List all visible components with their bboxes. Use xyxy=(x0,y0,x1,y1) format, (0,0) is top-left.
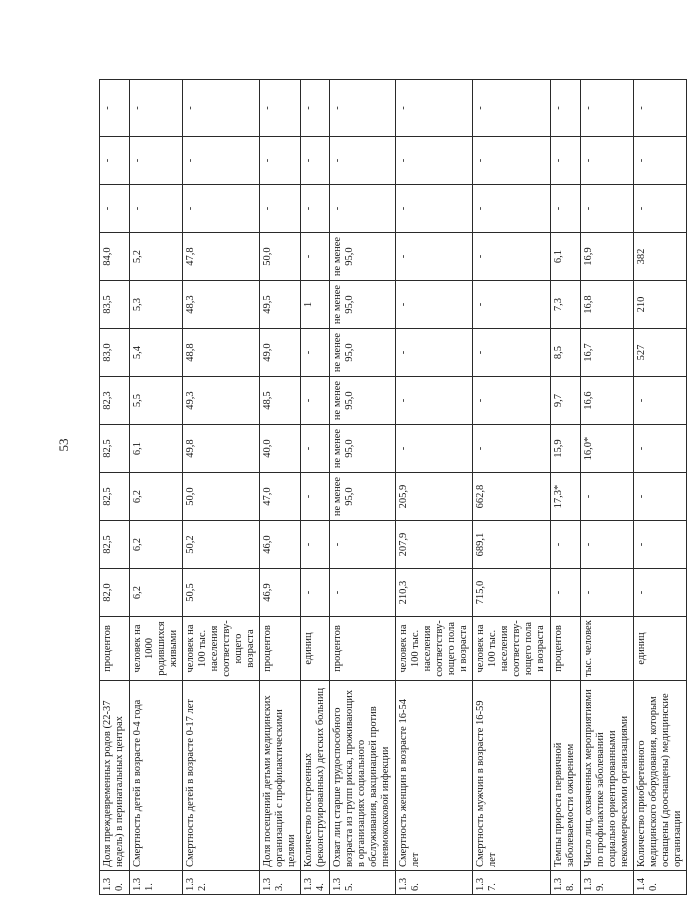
value-cell: 689,1 xyxy=(473,521,551,569)
value-cell: 210 xyxy=(634,281,687,329)
value-cell: - xyxy=(301,473,330,521)
row-number: 1.34. xyxy=(301,871,330,895)
value-cell: 50,5 xyxy=(183,569,260,617)
value-cell: - xyxy=(396,329,473,377)
row-number: 1.37. xyxy=(473,871,551,895)
row-number: 1.33. xyxy=(260,871,301,895)
table-row xyxy=(473,80,551,895)
value-cell: 16,7 xyxy=(581,329,634,377)
value-cell: - xyxy=(130,137,183,185)
value-cell: 16,8 xyxy=(581,281,634,329)
value-cell: - xyxy=(634,185,687,233)
unit-cell: человек на 100 тыс. населения соответству-ющего возраста xyxy=(183,617,260,681)
value-cell: - xyxy=(551,80,581,137)
row-number: 1.39. xyxy=(581,871,634,895)
value-cell: 48,8 xyxy=(183,329,260,377)
value-cell: - xyxy=(301,425,330,473)
value-cell: - xyxy=(551,137,581,185)
value-cell: - xyxy=(301,569,330,617)
value-cell: не менее 95,0 xyxy=(330,425,396,473)
value-cell: - xyxy=(100,137,130,185)
value-cell: - xyxy=(330,80,396,137)
value-cell: - xyxy=(634,569,687,617)
unit-cell: человек на 100 тыс. населения соответству-ющего пола и возраста xyxy=(473,617,551,681)
value-cell: 210,3 xyxy=(396,569,473,617)
value-cell: 6,2 xyxy=(130,473,183,521)
row-number: 1.31. xyxy=(130,871,183,895)
unit-cell: процентов xyxy=(100,617,130,681)
value-cell: 49,0 xyxy=(260,329,301,377)
value-cell: 82,5 xyxy=(100,425,130,473)
value-cell: 662,8 xyxy=(473,473,551,521)
value-cell: 6,2 xyxy=(130,569,183,617)
table-row xyxy=(100,80,130,895)
value-cell: - xyxy=(634,521,687,569)
table-row xyxy=(260,80,301,895)
value-cell: - xyxy=(634,137,687,185)
value-cell: 382 xyxy=(634,233,687,281)
value-cell: 82,5 xyxy=(100,521,130,569)
value-cell: 5,4 xyxy=(130,329,183,377)
table-row xyxy=(301,80,330,895)
value-cell: - xyxy=(551,569,581,617)
value-cell: 715,0 xyxy=(473,569,551,617)
value-cell: - xyxy=(396,137,473,185)
value-cell: 8,5 xyxy=(551,329,581,377)
indicator-name: Доля посещений детьми медицинских организаций с профилактическими целями xyxy=(260,681,301,871)
value-cell: 5,5 xyxy=(130,377,183,425)
indicator-name: Количество приобретенного медицинского оборудования, которым оснащены (дооснащены) медицинские организации xyxy=(634,681,687,871)
table-row xyxy=(396,80,473,895)
value-cell: - xyxy=(301,137,330,185)
value-cell: 1 xyxy=(301,281,330,329)
value-cell: не менее 95,0 xyxy=(330,329,396,377)
value-cell: - xyxy=(473,233,551,281)
value-cell: - xyxy=(581,80,634,137)
value-cell: 207,9 xyxy=(396,521,473,569)
value-cell: - xyxy=(130,80,183,137)
value-cell: 46,9 xyxy=(260,569,301,617)
value-cell: - xyxy=(551,521,581,569)
table-row xyxy=(551,80,581,895)
value-cell: - xyxy=(396,185,473,233)
row-number: 1.36. xyxy=(396,871,473,895)
table-row xyxy=(130,80,183,895)
value-cell: - xyxy=(581,521,634,569)
indicator-name: Смертность детей в возрасте 0-17 лет xyxy=(183,681,260,871)
value-cell: 49,5 xyxy=(260,281,301,329)
value-cell: 6,2 xyxy=(130,521,183,569)
value-cell: 49,8 xyxy=(183,425,260,473)
value-cell: - xyxy=(634,473,687,521)
rotated-table-container xyxy=(99,80,683,895)
unit-cell: человек на 100 тыс. населения соответству-ющего пола и возраста xyxy=(396,617,473,681)
value-cell: - xyxy=(330,569,396,617)
value-cell: - xyxy=(473,377,551,425)
value-cell: - xyxy=(301,521,330,569)
value-cell: 47,0 xyxy=(260,473,301,521)
value-cell: 48,3 xyxy=(183,281,260,329)
unit-cell: процентов xyxy=(551,617,581,681)
row-number: 1.30. xyxy=(100,871,130,895)
value-cell: - xyxy=(260,80,301,137)
value-cell: 40,0 xyxy=(260,425,301,473)
value-cell: 83,0 xyxy=(100,329,130,377)
unit-cell: процентов xyxy=(330,617,396,681)
table-row xyxy=(183,80,260,895)
value-cell: - xyxy=(581,137,634,185)
value-cell: 17,3* xyxy=(551,473,581,521)
table-row xyxy=(581,80,634,895)
value-cell: 9,7 xyxy=(551,377,581,425)
value-cell: - xyxy=(130,185,183,233)
table-row xyxy=(634,80,687,895)
value-cell: - xyxy=(330,185,396,233)
indicators-table xyxy=(99,79,687,895)
value-cell: - xyxy=(634,377,687,425)
indicator-name: Охват лиц старше трудоспособного возраста из групп риска, проживающих в организациях социального обслуживания, вакцинацией против пневмококковой инфекции xyxy=(330,681,396,871)
value-cell: 83,5 xyxy=(100,281,130,329)
indicator-name: Доля преждевременных родов (22-37 недель) в перинатальных центрах xyxy=(100,681,130,871)
value-cell: 84,0 xyxy=(100,233,130,281)
value-cell: - xyxy=(473,80,551,137)
row-number: 1.35. xyxy=(330,871,396,895)
value-cell: - xyxy=(581,185,634,233)
value-cell: - xyxy=(473,329,551,377)
value-cell: - xyxy=(100,80,130,137)
unit-cell: единиц xyxy=(634,617,687,681)
value-cell: 47,8 xyxy=(183,233,260,281)
value-cell: - xyxy=(581,473,634,521)
value-cell: не менее 95,0 xyxy=(330,473,396,521)
unit-cell: тыс. человек xyxy=(581,617,634,681)
value-cell: - xyxy=(396,80,473,137)
unit-cell: человек на 1000 родившихся живыми xyxy=(130,617,183,681)
value-cell: - xyxy=(551,185,581,233)
value-cell: - xyxy=(260,185,301,233)
value-cell: 16,9 xyxy=(581,233,634,281)
value-cell: - xyxy=(183,80,260,137)
value-cell: - xyxy=(634,425,687,473)
value-cell: не менее 95,0 xyxy=(330,281,396,329)
row-number: 1.32. xyxy=(183,871,260,895)
value-cell: 82,5 xyxy=(100,473,130,521)
value-cell: 46,0 xyxy=(260,521,301,569)
row-number: 1.40. xyxy=(634,871,687,895)
indicator-name: Число лиц, охваченных мероприятиями по профилактике заболеваний социально ориентированными некоммерческими организациями xyxy=(581,681,634,871)
value-cell: 6,1 xyxy=(551,233,581,281)
value-cell: 527 xyxy=(634,329,687,377)
indicator-name: Темпы прироста первичной заболеваемости ожирением xyxy=(551,681,581,871)
value-cell: 16,6 xyxy=(581,377,634,425)
value-cell: - xyxy=(473,281,551,329)
value-cell: - xyxy=(301,377,330,425)
value-cell: 82,0 xyxy=(100,569,130,617)
value-cell: - xyxy=(183,137,260,185)
value-cell: 50,2 xyxy=(183,521,260,569)
indicator-name: Смертность детей в возрасте 0-4 года xyxy=(130,681,183,871)
value-cell: 205,9 xyxy=(396,473,473,521)
value-cell: - xyxy=(100,185,130,233)
value-cell: - xyxy=(260,137,301,185)
value-cell: - xyxy=(330,137,396,185)
value-cell: 5,3 xyxy=(130,281,183,329)
value-cell: - xyxy=(301,329,330,377)
value-cell: 7,3 xyxy=(551,281,581,329)
value-cell: - xyxy=(330,521,396,569)
value-cell: - xyxy=(301,233,330,281)
value-cell: не менее 95,0 xyxy=(330,233,396,281)
value-cell: - xyxy=(473,137,551,185)
value-cell: - xyxy=(396,233,473,281)
value-cell: - xyxy=(473,425,551,473)
value-cell: 82,3 xyxy=(100,377,130,425)
value-cell: - xyxy=(301,185,330,233)
value-cell: не менее 95,0 xyxy=(330,377,396,425)
value-cell: 6,1 xyxy=(130,425,183,473)
value-cell: 50,0 xyxy=(260,233,301,281)
value-cell: 5,2 xyxy=(130,233,183,281)
unit-cell: единиц xyxy=(301,617,330,681)
value-cell: 16,0* xyxy=(581,425,634,473)
value-cell: - xyxy=(396,425,473,473)
unit-cell: процентов xyxy=(260,617,301,681)
value-cell: - xyxy=(634,80,687,137)
value-cell: - xyxy=(301,80,330,137)
indicator-name: Смертность мужчин в возрасте 16-59 лет xyxy=(473,681,551,871)
value-cell: - xyxy=(473,185,551,233)
value-cell: - xyxy=(581,569,634,617)
value-cell: 15,9 xyxy=(551,425,581,473)
value-cell: - xyxy=(396,281,473,329)
value-cell: 50,0 xyxy=(183,473,260,521)
value-cell: - xyxy=(183,185,260,233)
value-cell: 49,3 xyxy=(183,377,260,425)
table-row xyxy=(330,80,396,895)
indicator-name: Количество построенных (реконструированных) детских больниц xyxy=(301,681,330,871)
value-cell: 48,5 xyxy=(260,377,301,425)
page-number: 53 xyxy=(56,438,71,452)
row-number: 1.38. xyxy=(551,871,581,895)
value-cell: - xyxy=(396,377,473,425)
indicator-name: Смертность женщин в возрасте 16-54 лет xyxy=(396,681,473,871)
